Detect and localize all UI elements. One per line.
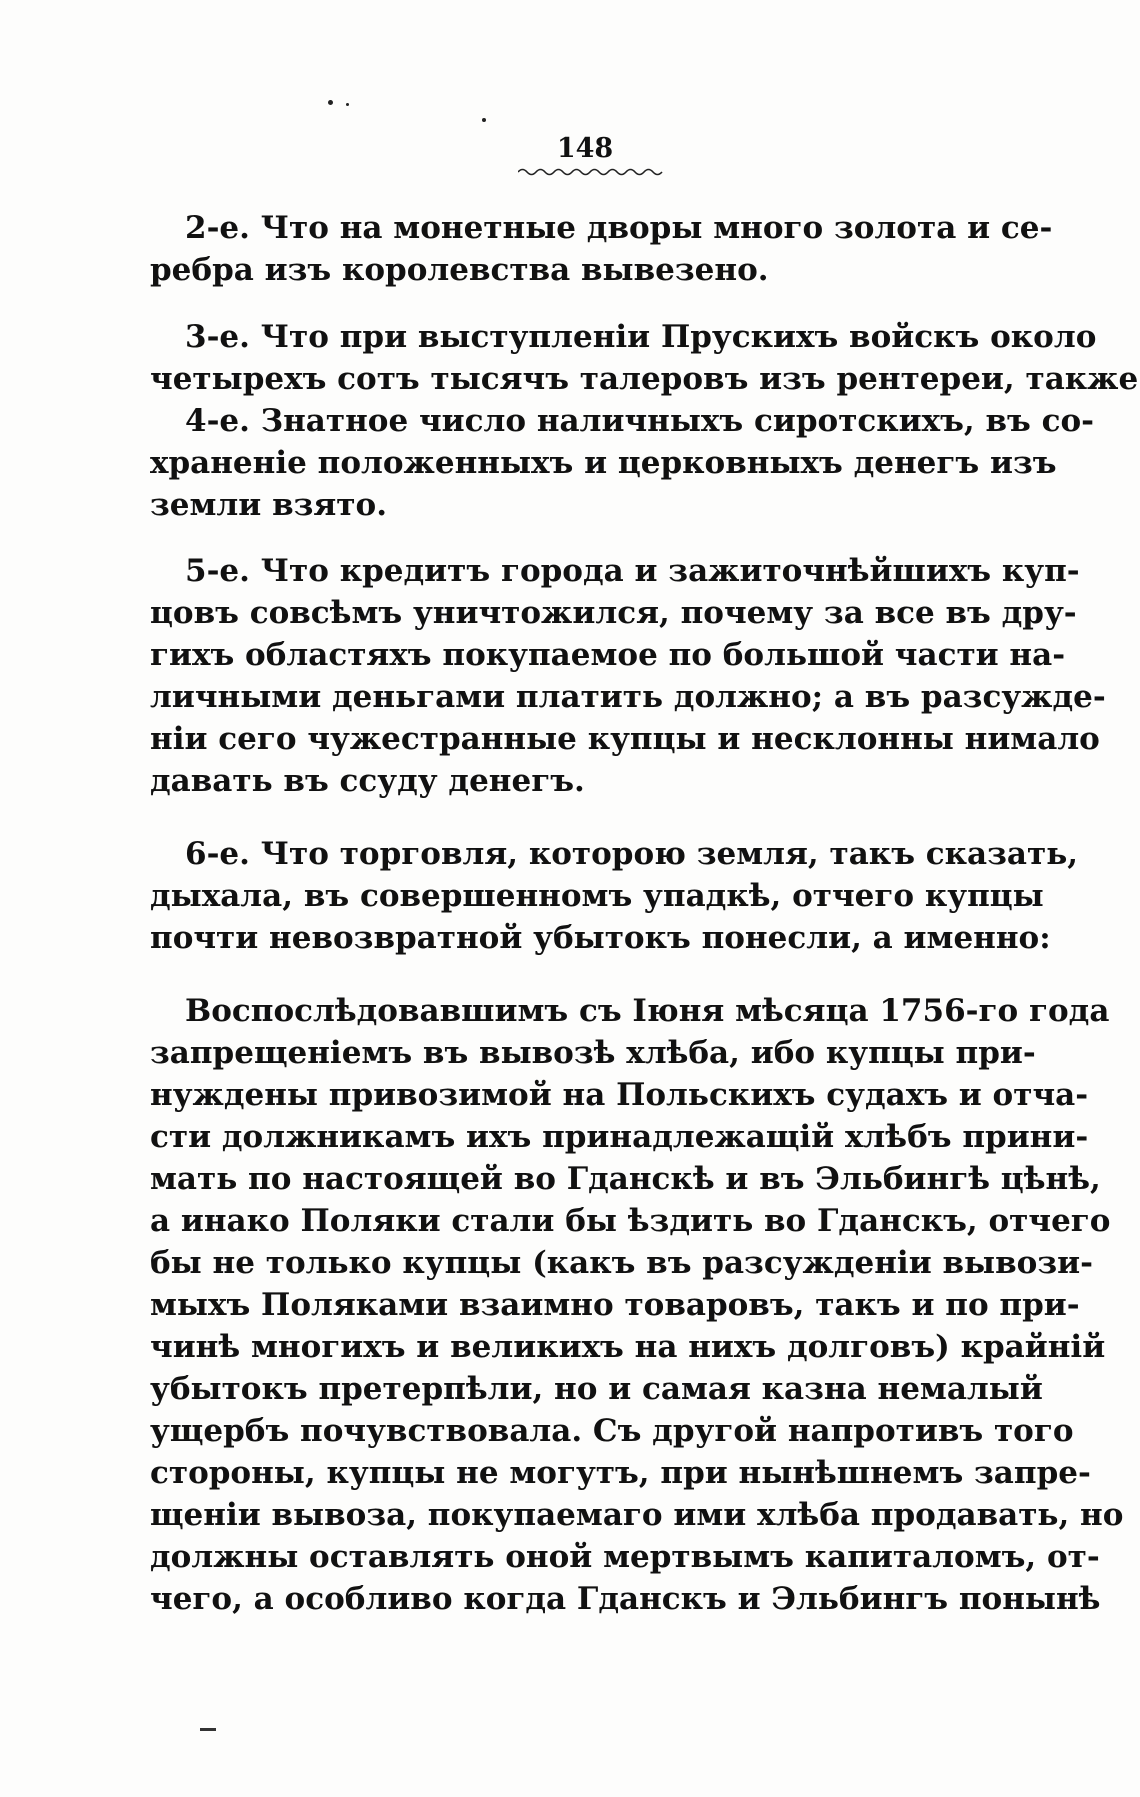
text-line: земли взято. [150, 487, 387, 523]
paragraph-item-4 [150, 400, 1095, 526]
paragraph-item-7 [150, 990, 1124, 1620]
text-line: сти должникамъ ихъ принадлежащій хлѣбъ прини- [150, 1119, 1089, 1155]
text-line: убытокъ претерпѣли, но и самая казна немалый [150, 1371, 1043, 1407]
page-number: 148 [556, 133, 614, 164]
text-line: мыхъ Поляками взаимно товаровъ, такъ и по при- [150, 1287, 1080, 1323]
text-line: личными деньгами платить должно; а въ разсужде- [150, 679, 1106, 715]
text-line: храненіе положенныхъ и церковныхъ денегъ изъ [150, 445, 1057, 481]
text-line: нуждены привозимой на Польскихъ судахъ и отча- [150, 1077, 1089, 1113]
paragraph-item-5 [150, 550, 1106, 802]
print-speck [482, 118, 486, 122]
text-line: почти невозвратной убытокъ понесли, а именно: [150, 920, 1051, 956]
print-speck [328, 100, 333, 105]
paragraph-item-2 [150, 207, 1053, 291]
text-line: 3-е. Что при выступленіи Прускихъ войскъ около [185, 319, 1097, 355]
print-speck [346, 103, 349, 106]
text-line: дыхала, въ совершенномъ упадкѣ, отчего купцы [150, 878, 1044, 914]
text-line: мать по настоящей во Гданскѣ и въ Эльбингѣ цѣнѣ, [150, 1161, 1101, 1197]
text-line: щеніи вывоза, покупаемаго ими хлѣба продавать, но [150, 1497, 1124, 1533]
wavy-rule-ornament [518, 166, 663, 178]
text-line: стороны, купцы не могутъ, при нынѣшнемъ запре- [150, 1455, 1091, 1491]
text-line: цовъ совсѣмъ уничтожился, почему за все въ дру- [150, 595, 1077, 631]
text-line: 5-е. Что кредитъ города и зажиточнѣйшихъ куп- [185, 553, 1080, 589]
text-line: 4-е. Знатное число наличныхъ сиротскихъ, въ со- [185, 403, 1095, 439]
text-line: Воспослѣдовавшимъ съ Іюня мѣсяца 1756-го года [185, 993, 1110, 1029]
text-line: чего, а особливо когда Гданскъ и Эльбингъ понынѣ [150, 1581, 1101, 1617]
paragraph-item-3 [150, 316, 1139, 400]
text-line: запрещеніемъ въ вывозѣ хлѣба, ибо купцы при- [150, 1035, 1036, 1071]
text-line: ніи сего чужестранные купцы и несклонны нимало [150, 721, 1100, 757]
text-line: ущербъ почувствовала. Съ другой напротивъ того [150, 1413, 1074, 1449]
text-line: ребра изъ королевства вывезено. [150, 252, 769, 288]
text-line: гихъ областяхъ покупаемое по большой части на- [150, 637, 1066, 673]
text-line: должны оставлять оной мертвымъ капиталомъ, от- [150, 1539, 1100, 1575]
text-line: а инако Поляки стали бы ѣздить во Гданскъ, отчего [150, 1203, 1111, 1239]
paragraph-item-6 [150, 833, 1079, 959]
print-mark [200, 1728, 216, 1731]
text-line: бы не только купцы (какъ въ разсужденіи вывози- [150, 1245, 1093, 1281]
text-line: четырехъ сотъ тысячъ талеровъ изъ рентереи, также [150, 361, 1139, 397]
text-line: 6-е. Что торговля, которою земля, такъ сказать, [185, 836, 1079, 872]
text-line: 2-е. Что на монетные дворы много золота и се- [185, 210, 1053, 246]
text-line: давать въ ссуду денегъ. [150, 763, 585, 799]
text-line: чинѣ многихъ и великихъ на нихъ долговъ) крайній [150, 1329, 1106, 1365]
